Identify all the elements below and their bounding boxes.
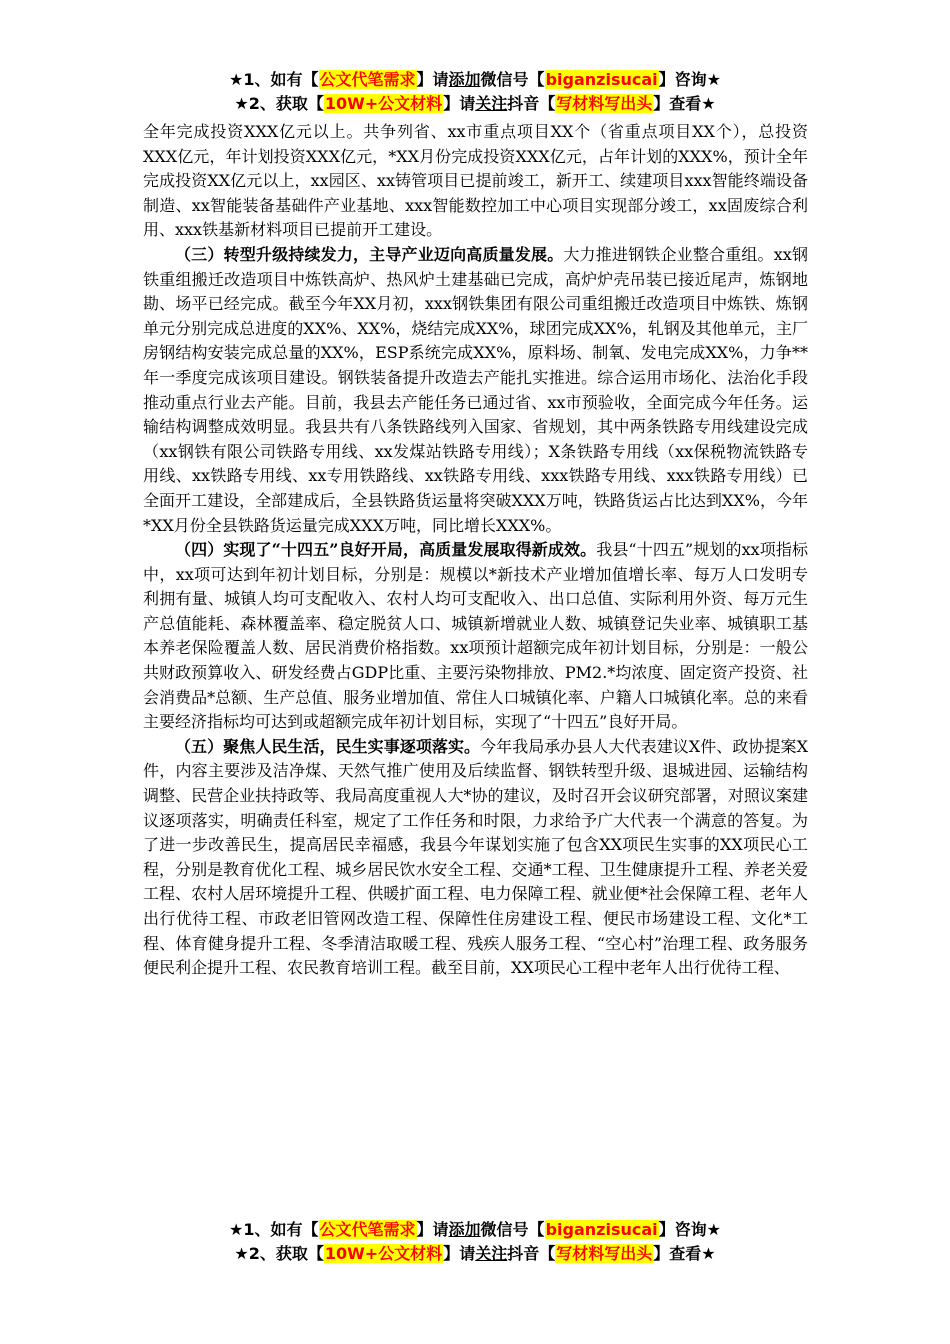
banner-highlight: 写材料写出头 xyxy=(556,1244,653,1263)
banner-highlight: 公文代笔需求 xyxy=(319,1220,416,1239)
banner-text: 】请 xyxy=(416,70,449,89)
paragraph-section-3 xyxy=(143,243,808,538)
banner-text: 】请 xyxy=(443,1244,476,1263)
banner-text: 】查看★ xyxy=(653,1244,716,1263)
banner-underline: 关注 xyxy=(475,1244,508,1263)
document-body xyxy=(143,120,808,981)
banner-text: ★2、获取【 xyxy=(234,94,324,113)
banner-highlight: 公文代笔需求 xyxy=(319,70,416,89)
paragraph-section-5 xyxy=(143,735,808,981)
section-heading: （三）转型升级持续发力，主导产业迈向高质量发展。 xyxy=(175,244,564,264)
banner-text: ★1、如有【 xyxy=(229,1220,319,1239)
paragraph-continued xyxy=(143,120,808,243)
paragraph-text: 大力推进钢铁企业整合重组。xx钢铁重组搬迁改造项目中炼铁高炉、热风炉土建基础已完成，高炉炉壳吊装已接近尾声，炼钢地勘、场平已经完成。截至今年XX月初，xxx钢铁集团有限公司重组搬迁改造项目中炼铁、炼钢单元分别完成总进度的XX%、XX%，烧结完成XX%，球团完成XX%，轧钢及其他单元，主厂房钢结构安装完成总量的XX%，ESP系统完成XX%，原料场、制氧、发电完成XX%，力争**年一季度完成该项目建设。钢铁装备提升改造去产能扎实推进。综合运用市场化、法治化手段推动重点行业去产能。目前，我县去产能任务已通过省、xx市预验收，全面完成今年任务。运输结构调整成效明显。我县共有八条铁路线列入国家、省规划，其中两条铁路专用线建设完成（xx钢铁有限公司铁路专用线、xx发煤站铁路专用线）；X条铁路专用线（xx保税物流铁路专用线、xx铁路专用线、xx专用铁路线、xx铁路专用线、xxx铁路专用线、xxx铁路专用线）已全面开工建设，全部建成后，全县铁路货运量将突破XXX万吨，铁路货运占比达到XX%，今年*XX月份全县铁路货运量完成XXX万吨，同比增长XXX%。 xyxy=(143,244,808,535)
footer-banner xyxy=(0,1218,950,1266)
banner-line-2 xyxy=(0,1242,950,1266)
paragraph-text: 全年完成投资XXX亿元以上。共争列省、xx市重点项目XX个（省重点项目XX个），总投资XXX亿元，年计划投资XXX亿元，*XX月份完成投资XXX亿元，占年计划的XXX%，预计全年完成投资XX亿元以上，xx园区、xx铸管项目已提前竣工，新开工、续建项目xxx智能终端设备制造、xx智能装备基础件产业基地、xxx智能数控加工中心项目实现部分竣工，xx固废综合利用、xxx铁基新材料项目已提前开工建设。 xyxy=(143,122,808,240)
banner-underline: 添加 xyxy=(448,70,481,89)
banner-text: 抖音【 xyxy=(507,1244,556,1263)
paragraph-text: 我县“十四五”规划的xx项指标中，xx项可达到年初计划目标，分别是：规模以*新技术产业增加值增长率、每万人口发明专利拥有量、城镇人均可支配收入、农村人均可支配收入、出口总值、实际利用外资、每万元生产总值能耗、森林覆盖率、稳定脱贫人口、城镇新增就业人数、城镇登记失业率、城镇职工基本养老保险覆盖人数、居民消费价格指数。xx项预计超额完成年初计划目标，分别是：一般公共财政预算收入、研发经费占GDP比重、主要污染物排放、PM2.*均浓度、固定资产投资、社会消费品*总额、生产总值、服务业增加值、常住人口城镇化率、户籍人口城镇化率。总的来看主要经济指标均可达到或超额完成年初计划目标，实现了“十四五”良好开局。 xyxy=(143,540,808,732)
banner-line-1 xyxy=(0,1218,950,1242)
section-heading: （四）实现了“十四五”良好开局，高质量发展取得新成效。 xyxy=(175,540,597,560)
banner-text: 微信号【 xyxy=(480,70,545,89)
banner-text: 】查看★ xyxy=(653,94,716,113)
banner-highlight: 写材料写出头 xyxy=(556,94,653,113)
banner-highlight: 10W+公文材料 xyxy=(324,94,443,113)
paragraph-text: 今年我局承办县人大代表建议X件、政协提案X件，内容主要涉及洁净煤、天然气推广使用及后续监督、钢铁转型升级、退城进园、运输结构调整、民营企业扶持政等、我局高度重视人大*协的建议，及时召开会议研究部署，对照议案建议逐项落实，明确责任科室，规定了工作任务和时限，力求给予广大代表一个满意的答复。为了进一步改善民生，提高居民幸福感，我县今年谋划实施了包含XX项民生实事的XX项民心工程，分别是教育优化工程、城乡居民饮水安全工程、交通*工程、卫生健康提升工程、养老关爱工程、农村人居环境提升工程、供暖扩面工程、电力保障工程、就业便*社会保障工程、老年人出行优待工程、市政老旧管网改造工程、保障性住房建设工程、便民市场建设工程、文化*工程、体育健身提升工程、冬季清洁取暖工程、残疾人服务工程、“空心村”治理工程、政务服务便民利企提升工程、农民教育培训工程。截至目前，XX项民心工程中老年人出行优待工程、 xyxy=(143,736,808,978)
banner-highlight: biganzisucai xyxy=(545,1220,658,1239)
paragraph-section-4 xyxy=(143,538,808,735)
banner-text: 】请 xyxy=(443,94,476,113)
banner-text: 】请 xyxy=(416,1220,449,1239)
banner-text: 】咨询★ xyxy=(658,1220,721,1239)
header-banner xyxy=(0,68,950,116)
banner-highlight: 10W+公文材料 xyxy=(324,1244,443,1263)
banner-text: 抖音【 xyxy=(507,94,556,113)
section-heading: （五）聚焦人民生活，民生实事逐项落实。 xyxy=(175,736,481,756)
banner-line-1 xyxy=(0,68,950,92)
banner-highlight: biganzisucai xyxy=(545,70,658,89)
banner-underline: 添加 xyxy=(448,1220,481,1239)
banner-underline: 关注 xyxy=(475,94,508,113)
banner-text: 微信号【 xyxy=(480,1220,545,1239)
banner-text: 】咨询★ xyxy=(658,70,721,89)
banner-line-2 xyxy=(0,92,950,116)
banner-text: ★1、如有【 xyxy=(229,70,319,89)
banner-text: ★2、获取【 xyxy=(234,1244,324,1263)
